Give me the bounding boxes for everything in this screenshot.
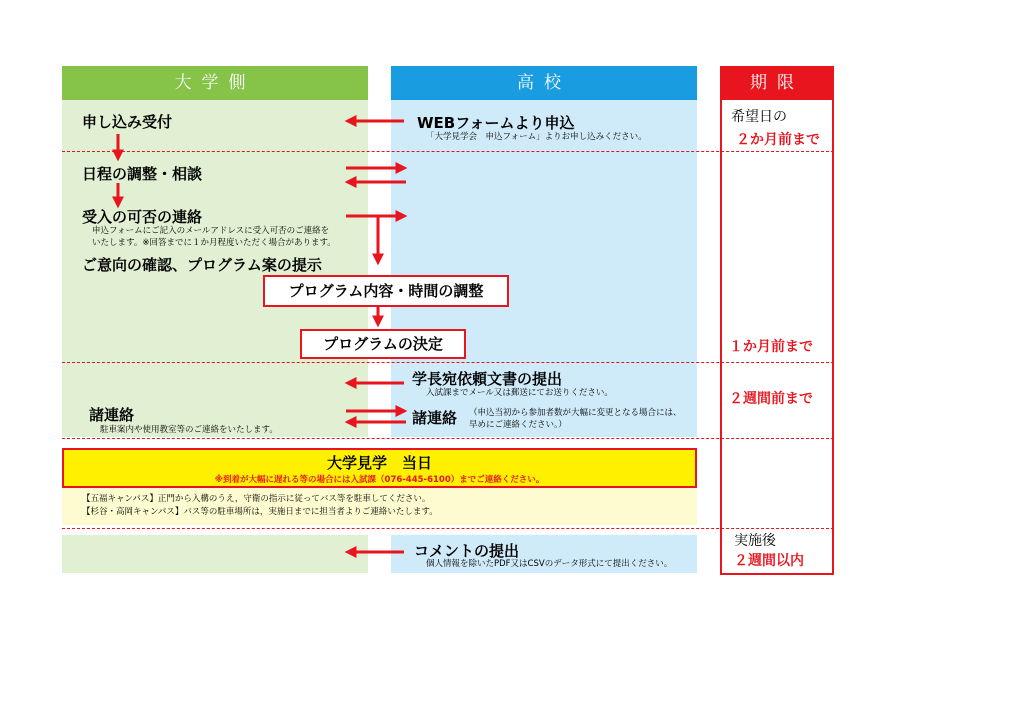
deadline-3-value: ２週間前まで [729,391,813,407]
comment-note: 個人情報を除いたPDF又はCSVのデータ形式にて提出ください。 [426,559,673,569]
acceptance-note-1: 申込フォームにご記入のメールアドレスに受入可否のご連絡を [92,226,330,236]
contact-school-note-2: 早めにご連絡ください。） [469,420,567,430]
request-letter-note: 入試課までメール又は郵送にてお送りください。 [426,388,613,398]
contact-univ-note: 駐車案内や使用教室等のご連絡をいたします。 [100,425,278,435]
step-contact-univ: 諸連絡 [89,406,135,424]
acceptance-note-2: いたします。※回答までに１か月程度いただく場合があります。 [92,238,336,248]
column-header-deadline: 期限 [720,66,834,100]
step-acceptance: 受入の可否の連絡 [82,208,203,226]
step-web-apply: WEBフォームより申込 [417,114,575,132]
column-header-university: 大学側 [62,66,368,100]
program-adjust-box: プログラム内容・時間の調整 [263,275,509,307]
step-apply-receive: 申し込み受付 [82,113,173,131]
column-header-school: 高校 [391,66,697,100]
step-request-letter: 学長宛依頼文書の提出 [412,370,563,388]
visit-day-warning: ※到着が大幅に遅れる等の場合には入試課（076-445-6100）までご連絡ください。 [214,475,545,485]
step-contact-school: 諸連絡 [412,409,458,427]
contact-school-note-1: （申込当初から参加者数が大幅に変更となる場合には、 [469,408,682,418]
visit-day-box [62,448,697,488]
parking-note-1: 【五福キャンパス】正門から入構のうえ，守衛の指示に従ってバス等を駐車してください。 [82,494,431,504]
deadline-4-value: ２週間以内 [734,553,804,569]
step-schedule: 日程の調整・相談 [82,165,203,183]
web-apply-note: 「大学見学会 申込フォーム」よりお申し込みください。 [426,132,647,142]
step-comment-submit: コメントの提出 [414,542,520,560]
deadline-4-label: 実施後 [734,533,776,549]
deadline-2-value: １か月前まで [729,339,813,355]
step-intent-confirm: ご意向の確認、プログラム案の提示 [82,256,322,274]
deadline-1-value: ２か月前まで [736,132,820,148]
program-decide-box: プログラムの決定 [300,329,466,359]
visit-day-title: 大学見学 当日 [326,454,432,472]
deadline-1-label: 希望日の [731,109,787,125]
parking-note-2: 【杉谷・高岡キャンパス】バス等の駐車場所は，実施日までに担当者よりご連絡いたします。 [82,507,438,517]
